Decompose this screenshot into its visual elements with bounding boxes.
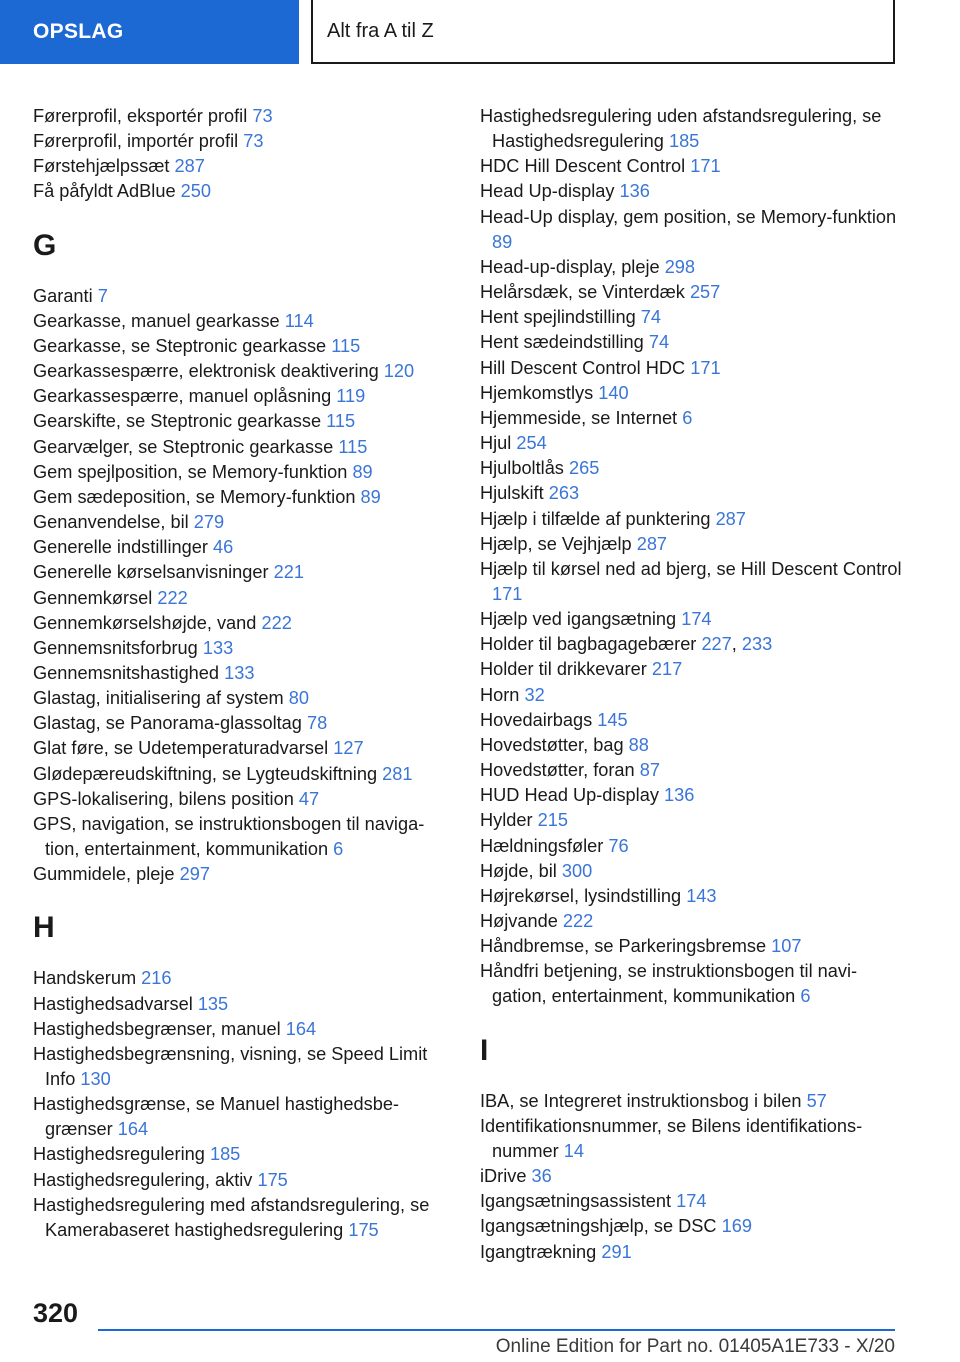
index-entry-text: Head Up-display [480,181,615,202]
index-letter-heading: H [33,911,55,945]
index-entry [33,129,458,154]
index-entry [33,586,458,611]
index-entry-text: Håndfri betjening, se instruktionsbogen til navi‐gation, entertainment, kommunikation [480,961,858,1007]
page-reference-link[interactable]: 250 [180,181,211,202]
index-entry-text: Førerprofil, eksportér profil [33,106,248,126]
index-entry [33,611,458,636]
index-entry [480,481,905,506]
section-tab[interactable] [0,0,299,64]
index-entry [33,485,458,510]
index-entry-text: Hjælp i tilfælde af punktering [480,508,711,529]
index-entry-text: Hastighedsbegrænsning, visning, se Speed Limit Info [33,1043,428,1089]
index-entry [480,406,905,431]
page-reference-link[interactable]: 89 [352,461,373,482]
page-reference-link[interactable]: 175 [257,1169,288,1190]
index-entry [480,154,905,179]
index-entry [33,787,458,812]
index-entry-text: Håndbremse, se Parkeringsbremse [480,936,767,957]
page-reference-link[interactable]: 57 [806,1090,827,1111]
chapter-title-text: Alt fra A til Z [327,19,434,42]
index-entry [33,862,458,887]
index-entry [33,1193,458,1243]
page-reference-link[interactable]: 175 [348,1219,379,1240]
index-entry-text: Hent spejlindstilling [480,307,636,328]
index-entry-text: Genanvendelse, bil [33,512,189,533]
index-entry [480,255,905,280]
page-reference-link[interactable]: 6 [682,407,693,428]
index-entry-text: Hældningsføler [480,835,604,856]
page-reference-link[interactable]: 291 [601,1241,632,1262]
index-entry-text: Gearkassespærre, elektronisk deaktivering [33,361,379,382]
index-entry [480,683,905,708]
index-letter-heading: I [480,1033,489,1067]
page-reference-link[interactable]: 215 [537,810,568,831]
page-reference-link[interactable]: 130 [80,1069,111,1089]
index-entry [480,1114,905,1164]
page-reference-link[interactable]: 169 [721,1216,752,1237]
page-reference-link[interactable]: 297 [179,864,210,885]
page-reference-link[interactable]: 174 [681,609,712,630]
index-entry [480,1089,905,1114]
index-entry [480,1214,905,1239]
index-entry [480,305,905,330]
index-entry-text: Gem sædeposition, se Memory-funktion [33,486,356,507]
index-entry-text: Gearvælger, se Steptronic gearkasse [33,436,334,457]
page-reference-link[interactable]: 47 [298,788,320,809]
index-entry [33,636,458,661]
index-entry [33,1092,458,1142]
page-reference-link[interactable]: 136 [619,181,650,202]
page-reference-link[interactable]: 300 [561,860,593,881]
page-reference-link[interactable]: 14 [563,1140,584,1161]
index-entry-text: Hovedstøtter, foran [480,760,635,781]
index-entry-text: Hastighedsadvarsel [33,993,193,1014]
index-entry [480,783,905,808]
index-entry-text: Hjælp, se Vejhjælp [480,533,632,554]
index-entry [480,959,905,1009]
index-entry-text: Handskerum [33,968,137,989]
index-entry-text: Igangsætningsassistent [480,1191,672,1212]
page-reference-link[interactable]: 263 [548,483,580,504]
index-entry-text: GPS-lokalisering, bilens position [33,788,294,809]
page-reference-link[interactable]: 73 [252,106,273,126]
index-entry-text: Hjemmeside, se Internet [480,407,678,428]
index-entry-text: Glastag, initialisering af system [33,688,284,709]
page-reference-link[interactable]: 171 [690,357,721,378]
page-reference-link[interactable]: 222 [261,612,292,633]
index-entry [480,330,905,355]
index-entry [480,909,905,934]
page-reference-link[interactable]: 88 [628,734,649,755]
page-reference-link[interactable]: 233 [741,634,773,655]
index-entry-text: Holder til drikkevarer [480,659,647,680]
page-reference-link[interactable]: 119 [336,386,366,407]
index-entry-text: Glat føre, se Udetemperaturadvarsel [33,738,329,759]
page-reference-link[interactable]: 281 [382,763,413,784]
index-entry [480,104,905,154]
index-entry [480,1189,905,1214]
page-reference-link[interactable]: 120 [383,361,415,382]
index-entry [33,1042,458,1092]
index-entry [33,812,458,862]
index-entry [33,535,458,560]
index-entry-text: Head-up-display, pleje [480,256,660,277]
page-reference-link[interactable]: 46 [212,537,234,558]
edition-footer: Online Edition for Part no. 01405A1E733 - X/20 [495,1336,895,1357]
index-entry [480,934,905,959]
index-entry-text: Hjulboltlås [480,458,564,479]
index-entry [33,1168,458,1193]
index-entry [480,884,905,909]
page-reference-link[interactable]: 6 [333,839,344,860]
index-entry [33,154,458,179]
index-entry [480,356,905,381]
index-entry-text: HDC Hill Descent Control [480,156,686,177]
page-reference-link[interactable]: 80 [288,688,309,709]
page-reference-link[interactable]: 115 [331,335,361,356]
page-reference-link[interactable]: 227 [701,634,732,655]
page-reference-link[interactable]: 185 [209,1144,241,1165]
index-entry [480,557,905,607]
index-entry [33,179,458,204]
index-entry [480,381,905,406]
index-entry [480,708,905,733]
index-column-right [480,104,905,1265]
index-entry-text: Generelle kørselsanvisninger [33,562,269,583]
index-entry-text: Førstehjælpssæt [33,156,170,177]
index-entry [33,409,458,434]
index-entry-text: Hastighedsbegrænser, manuel [33,1018,281,1039]
section-tab-label: OPSLAG [33,20,124,43]
page-reference-link[interactable]: 216 [141,968,172,989]
index-entry [480,607,905,632]
page-reference-link[interactable]: 32 [524,684,545,705]
index-entry-text: Hjulskift [480,483,544,504]
index-entry [480,205,905,255]
index-entry [480,758,905,783]
page-reference-link[interactable]: 6 [800,986,811,1007]
index-entry-text: Helårsdæk, se Vinterdæk [480,282,685,303]
index-entry [480,657,905,682]
index-entry-text: Generelle indstillinger [33,537,208,558]
index-entry-text: Horn [480,684,520,705]
index-entry-text: Hovedairbags [480,709,593,730]
page-reference-link[interactable]: 133 [224,662,255,683]
index-entry-text: Hovedstøtter, bag [480,734,624,755]
page-reference-link[interactable]: 265 [568,458,600,479]
index-entry-text: Hastighedsregulering uden afstandsregulering, se Hastighedsregulering [480,106,882,152]
index-entry [33,966,458,991]
index-entry-text: Hent sædeindstilling [480,332,644,353]
index-entry [33,384,458,409]
index-entry [33,284,458,309]
index-entry-text: Gearkasse, se Steptronic gearkasse [33,335,327,356]
index-entry [33,309,458,334]
index-entry [33,435,458,460]
page-reference-link[interactable]: 185 [668,131,700,152]
index-entry [33,762,458,787]
page-reference-link[interactable]: 171 [690,156,721,177]
page-reference-link[interactable]: 174 [676,1191,707,1212]
index-entry-text: Gem spejlposition, se Memory-funktion [33,461,348,482]
index-entry-text: Hastighedsregulering, aktiv [33,1169,253,1190]
index-entry [480,834,905,859]
page-reference-link[interactable]: 73 [243,131,264,152]
index-entry-text: Hastighedsregulering med afstandsregulering, se Kamerabaseret hastighedsregulering [33,1194,430,1240]
page-reference-link[interactable]: 114 [284,310,314,331]
index-entry [480,1240,905,1265]
index-entry [33,992,458,1017]
page-reference-link[interactable]: 171 [492,583,523,604]
page-reference-link[interactable]: 115 [338,436,368,457]
index-entry-text: Hylder [480,810,533,831]
page-reference-link[interactable]: 254 [516,433,547,454]
page-reference-link[interactable]: 298 [664,256,696,277]
index-entry [480,532,905,557]
index-entry-text: Højrekørsel, lysindstilling [480,885,682,906]
index-entry-text: Hill Descent Control HDC [480,357,686,378]
index-entry [33,1017,458,1042]
page-reference-link[interactable]: 89 [492,231,513,252]
index-entry-text: Gearkassespærre, manuel oplåsning [33,386,332,407]
page-reference-link[interactable]: 221 [273,562,304,583]
page-reference-link[interactable]: 164 [117,1119,149,1140]
index-entry-text: Garanti [33,285,93,306]
index-entry [33,736,458,761]
index-entry [33,334,458,359]
index-letter-heading: G [33,228,57,262]
index-entry-text: Hjælp ved igangsætning [480,609,677,630]
page-reference-link[interactable]: 140 [598,382,629,403]
index-entry-text: Holder til bagbagagebærer [480,634,697,655]
page-reference-link[interactable]: 107 [771,936,802,957]
index-entry-text: Identifikationsnummer, se Bilens identifikations‐nummer [480,1115,863,1161]
index-entry-text: Gennemkørsel [33,587,153,608]
index-entry: Holder til bagbagagebærer 227, 233 [480,634,773,655]
index-entry-text: Få påfyldt AdBlue [33,181,176,202]
index-entry-text: Hjemkomstlys [480,382,594,403]
page-reference-link[interactable]: 78 [306,713,328,734]
index-entry [480,808,905,833]
index-entry-text: Førerprofil, importér profil [33,131,239,152]
index-entry [33,661,458,686]
index-entry-text: Igangsætningshjælp, se DSC [480,1216,717,1237]
page-reference-link[interactable]: 287 [174,156,205,177]
page-reference-link[interactable]: 36 [531,1166,552,1187]
index-entry-text: Gummidele, pleje [33,864,175,885]
page-reference-link[interactable]: 287 [715,508,746,529]
index-entry [480,859,905,884]
index-entry-text: Hjul [480,433,512,454]
page-reference-link[interactable]: 89 [360,486,381,507]
index-entry [480,1164,905,1189]
page-reference-link[interactable]: 217 [651,659,683,680]
index-entry-text: Igangtrækning [480,1241,597,1262]
page-reference-link[interactable]: 74 [640,307,661,328]
page-reference-link[interactable]: 74 [648,332,670,353]
index-entry-text: iDrive [480,1166,527,1187]
page-reference-link[interactable]: 287 [636,533,668,554]
page-reference-link[interactable]: 279 [193,512,225,533]
index-entry [33,460,458,485]
page-reference-link[interactable]: 222 [157,587,188,608]
index-entry [480,431,905,456]
index-entry-text: GPS, navigation, se instruktionsbogen til naviga‐tion, entertainment, kommunikation [33,813,425,860]
page-reference-link[interactable]: 257 [689,282,721,303]
index-entry [33,686,458,711]
page-reference-link[interactable]: 143 [686,885,717,906]
page-reference-link[interactable]: 87 [639,760,660,781]
index-column-left [33,104,458,1243]
page-reference-link[interactable]: 136 [663,785,695,806]
index-entry [480,733,905,758]
index-entry-text: Gearkasse, manuel gearkasse [33,310,280,331]
page-reference-link[interactable]: 7 [97,285,108,306]
index-entry [33,711,458,736]
index-entry-text: Hjælp til kørsel ned ad bjerg, se Hill Descent Control [480,558,902,579]
index-entry-text: IBA, se Integreret instruktionsbog i bilen [480,1090,802,1111]
chapter-title [311,0,895,64]
page-reference-link[interactable]: 127 [333,738,364,759]
page-reference-link[interactable]: 115 [326,411,356,432]
page-reference-link[interactable]: 164 [285,1018,317,1039]
index-entry [480,179,905,204]
index-entry [33,510,458,535]
index-entry-text: Gennemkørselshøjde, vand [33,612,257,633]
index-entry [480,507,905,532]
index-entry-text: Glødepæreudskiftning, se Lygteudskiftning [33,763,378,784]
index-entry [33,104,458,129]
index-entry-text: Hastighedsregulering [33,1144,205,1165]
index-entry-text: Gennemsnitsforbrug [33,637,198,658]
footer-divider [98,1329,895,1331]
index-entry-text: Glastag, se Panorama-glassoltag [33,713,302,734]
page-reference-link[interactable]: 133 [202,637,234,658]
index-entry-text: Gearskifte, se Steptronic gearkasse [33,411,322,432]
page-reference-link[interactable]: 145 [597,709,628,730]
page-number: 320 [33,1298,79,1328]
index-entry [33,560,458,585]
index-entry [33,1142,458,1167]
index-entry-text: Hastighedsgrænse, se Manuel hastighedsbe‐grænser [33,1094,399,1140]
page-reference-link[interactable]: 135 [197,993,229,1014]
index-entry-text: Gennemsnitshastighed [33,662,220,683]
index-entry [33,359,458,384]
index-entry-text: Højde, bil [480,860,557,881]
index-entry-text: Højvande [480,911,558,931]
index-entry-text: HUD Head Up-display [480,785,659,806]
page-reference-link[interactable]: 222 [562,911,594,931]
page-reference-link[interactable]: 76 [608,835,629,856]
index-entry [480,280,905,305]
index-entry [480,456,905,481]
index-entry-text: Head-Up display, gem position, se Memory-funktion [480,206,897,227]
